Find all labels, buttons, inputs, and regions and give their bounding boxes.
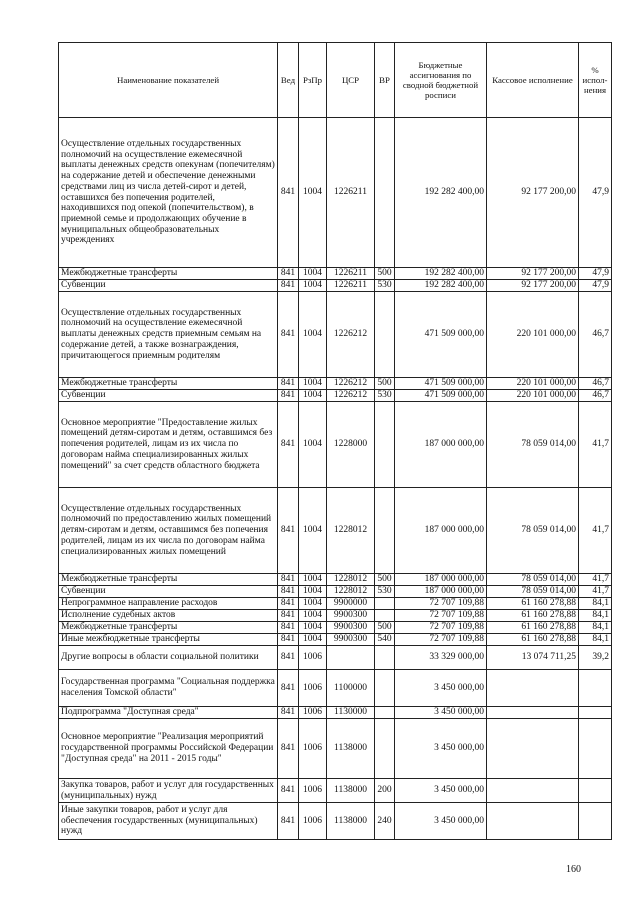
- cell-pct: 41,7: [579, 488, 612, 574]
- cell-ved: 841: [278, 719, 299, 779]
- table-row: [59, 719, 612, 779]
- header-rzpr: РзПр: [299, 43, 327, 118]
- cell-vr: [375, 598, 395, 610]
- cell-name: Субвенции: [59, 390, 278, 402]
- cell-csr: 1226212: [327, 378, 375, 390]
- cell-ved: 841: [278, 390, 299, 402]
- cell-vr: 500: [375, 378, 395, 390]
- cell-cash: [487, 779, 579, 803]
- cell-pct: 84,1: [579, 622, 612, 634]
- table-row: [59, 646, 612, 670]
- cell-ved: 841: [278, 707, 299, 719]
- cell-budget: 187 000 000,00: [395, 402, 487, 488]
- table-row: [59, 598, 612, 610]
- cell-ved: 841: [278, 610, 299, 622]
- cell-name: Закупка товаров, работ и услуг для государственных (муниципальных) нужд: [59, 779, 278, 803]
- cell-cash: 61 160 278,88: [487, 610, 579, 622]
- cell-rzpr: 1006: [299, 707, 327, 719]
- cell-cash: 78 059 014,00: [487, 574, 579, 586]
- cell-budget: 187 000 000,00: [395, 586, 487, 598]
- table-row: [59, 610, 612, 622]
- header-csr: ЦСР: [327, 43, 375, 118]
- cell-csr: 9900300: [327, 610, 375, 622]
- cell-rzpr: 1004: [299, 268, 327, 280]
- cell-csr: 1228012: [327, 586, 375, 598]
- cell-cash: [487, 707, 579, 719]
- table-row: [59, 292, 612, 378]
- cell-budget: 33 329 000,00: [395, 646, 487, 670]
- cell-rzpr: 1004: [299, 634, 327, 646]
- header-vr: ВР: [375, 43, 395, 118]
- cell-budget: 471 509 000,00: [395, 390, 487, 402]
- cell-budget: 192 282 400,00: [395, 268, 487, 280]
- cell-csr: 1138000: [327, 803, 375, 840]
- cell-vr: [375, 670, 395, 707]
- table-row: [59, 707, 612, 719]
- table-row: [59, 586, 612, 598]
- cell-name: Межбюджетные трансферты: [59, 622, 278, 634]
- cell-cash: 92 177 200,00: [487, 280, 579, 292]
- cell-ved: 841: [278, 118, 299, 268]
- cell-cash: 92 177 200,00: [487, 118, 579, 268]
- cell-name: Осуществление отдельных государственных полномочий на осуществление ежемесячной выплаты денежных средств опекунам (попечителям) на содержание детей и обеспечение денежными средствами лиц из числа детей-сирот и детей, оставшихся без попечения родителей, находившихся под опекой (попечительством), в приемной семье и продолжающих обучение в муниципальных общеобразовательных учреждениях: [59, 118, 278, 268]
- cell-name: Межбюджетные трансферты: [59, 574, 278, 586]
- cell-csr: 9900300: [327, 622, 375, 634]
- cell-csr: 9900000: [327, 598, 375, 610]
- cell-cash: 61 160 278,88: [487, 634, 579, 646]
- cell-name: Государственная программа "Социальная поддержка населения Томской области": [59, 670, 278, 707]
- table-row: [59, 803, 612, 840]
- cell-csr: 1138000: [327, 719, 375, 779]
- cell-rzpr: 1004: [299, 390, 327, 402]
- cell-name: Непрограммное направление расходов: [59, 598, 278, 610]
- table-row: [59, 488, 612, 574]
- cell-budget: 471 509 000,00: [395, 378, 487, 390]
- cell-rzpr: 1004: [299, 488, 327, 574]
- cell-name: Основное мероприятие "Реализация мероприятий государственной программы Российской Федерации "Доступная среда" на 2011 - 2015 годы": [59, 719, 278, 779]
- cell-csr: 1138000: [327, 779, 375, 803]
- cell-csr: 1228012: [327, 488, 375, 574]
- table-row: [59, 390, 612, 402]
- cell-name: Субвенции: [59, 280, 278, 292]
- cell-pct: 41,7: [579, 574, 612, 586]
- cell-rzpr: 1004: [299, 280, 327, 292]
- cell-ved: 841: [278, 586, 299, 598]
- cell-cash: 78 059 014,00: [487, 488, 579, 574]
- cell-vr: [375, 488, 395, 574]
- cell-name: Другие вопросы в области социальной политики: [59, 646, 278, 670]
- cell-pct: [579, 719, 612, 779]
- cell-budget: 192 282 400,00: [395, 118, 487, 268]
- header-cash: Кассовое исполнение: [487, 43, 579, 118]
- cell-vr: 500: [375, 622, 395, 634]
- cell-csr: 9900300: [327, 634, 375, 646]
- cell-ved: 841: [278, 292, 299, 378]
- cell-vr: [375, 402, 395, 488]
- cell-budget: 72 707 109,88: [395, 634, 487, 646]
- table-row: [59, 779, 612, 803]
- cell-rzpr: 1004: [299, 622, 327, 634]
- cell-rzpr: 1006: [299, 779, 327, 803]
- cell-vr: 530: [375, 390, 395, 402]
- cell-pct: 46,7: [579, 292, 612, 378]
- cell-rzpr: 1004: [299, 610, 327, 622]
- cell-cash: 78 059 014,00: [487, 586, 579, 598]
- cell-budget: 72 707 109,88: [395, 610, 487, 622]
- header-pct: % испол-нения: [579, 43, 612, 118]
- cell-pct: 47,9: [579, 118, 612, 268]
- cell-cash: 220 101 000,00: [487, 378, 579, 390]
- cell-csr: 1100000: [327, 670, 375, 707]
- cell-ved: 841: [278, 634, 299, 646]
- cell-cash: [487, 803, 579, 840]
- cell-name: Иные межбюджетные трансферты: [59, 634, 278, 646]
- cell-rzpr: 1004: [299, 378, 327, 390]
- cell-name: Иные закупки товаров, работ и услуг для обеспечения государственных (муниципальных) нужд: [59, 803, 278, 840]
- cell-vr: [375, 610, 395, 622]
- cell-rzpr: 1004: [299, 574, 327, 586]
- cell-pct: [579, 803, 612, 840]
- cell-pct: 84,1: [579, 634, 612, 646]
- cell-vr: 500: [375, 268, 395, 280]
- cell-csr: 1226212: [327, 390, 375, 402]
- cell-csr: 1228000: [327, 402, 375, 488]
- cell-ved: 841: [278, 488, 299, 574]
- table-row: [59, 280, 612, 292]
- cell-vr: [375, 719, 395, 779]
- cell-vr: 200: [375, 779, 395, 803]
- cell-pct: [579, 779, 612, 803]
- cell-budget: 3 450 000,00: [395, 707, 487, 719]
- cell-pct: 39,2: [579, 646, 612, 670]
- table-row: [59, 574, 612, 586]
- table-row: [59, 378, 612, 390]
- cell-csr: 1226211: [327, 280, 375, 292]
- cell-pct: 41,7: [579, 402, 612, 488]
- cell-budget: 72 707 109,88: [395, 598, 487, 610]
- cell-budget: 3 450 000,00: [395, 719, 487, 779]
- cell-ved: 841: [278, 378, 299, 390]
- cell-ved: 841: [278, 803, 299, 840]
- cell-budget: 3 450 000,00: [395, 779, 487, 803]
- cell-budget: 471 509 000,00: [395, 292, 487, 378]
- cell-cash: 61 160 278,88: [487, 622, 579, 634]
- cell-rzpr: 1004: [299, 118, 327, 268]
- cell-name: Исполнение судебных актов: [59, 610, 278, 622]
- cell-ved: 841: [278, 280, 299, 292]
- cell-pct: 47,9: [579, 268, 612, 280]
- cell-cash: [487, 719, 579, 779]
- cell-csr: 1226212: [327, 292, 375, 378]
- table-row: [59, 622, 612, 634]
- cell-name: Осуществление отдельных государственных полномочий по предоставлению жилых помещений детям-сиротам и детям, оставшимся без попечения родителей, лицам из их числа по договорам найма специализированных жилых помещений: [59, 488, 278, 574]
- cell-ved: 841: [278, 646, 299, 670]
- cell-vr: [375, 646, 395, 670]
- cell-csr: 1226211: [327, 268, 375, 280]
- cell-budget: 187 000 000,00: [395, 488, 487, 574]
- cell-csr: [327, 646, 375, 670]
- cell-ved: 841: [278, 268, 299, 280]
- cell-csr: 1130000: [327, 707, 375, 719]
- cell-vr: 530: [375, 280, 395, 292]
- cell-rzpr: 1006: [299, 646, 327, 670]
- cell-cash: [487, 670, 579, 707]
- cell-vr: 540: [375, 634, 395, 646]
- cell-pct: 46,7: [579, 390, 612, 402]
- cell-budget: 3 450 000,00: [395, 803, 487, 840]
- cell-ved: 841: [278, 622, 299, 634]
- cell-vr: 240: [375, 803, 395, 840]
- cell-pct: 46,7: [579, 378, 612, 390]
- cell-name: Осуществление отдельных государственных полномочий на осуществление ежемесячной выплаты денежных средств приемным семьям на содержание детей, а также вознаграждения, причитающегося приемным родителям: [59, 292, 278, 378]
- cell-ved: 841: [278, 670, 299, 707]
- cell-vr: 530: [375, 586, 395, 598]
- cell-rzpr: 1006: [299, 670, 327, 707]
- cell-cash: 220 101 000,00: [487, 390, 579, 402]
- cell-rzpr: 1004: [299, 292, 327, 378]
- cell-pct: 47,9: [579, 280, 612, 292]
- cell-vr: 500: [375, 574, 395, 586]
- table-row: [59, 634, 612, 646]
- table-header-row: [59, 43, 612, 118]
- cell-rzpr: 1006: [299, 719, 327, 779]
- cell-rzpr: 1004: [299, 598, 327, 610]
- cell-pct: [579, 707, 612, 719]
- cell-rzpr: 1004: [299, 402, 327, 488]
- header-budget: Бюджетные ассигнования по сводной бюджетной росписи: [395, 43, 487, 118]
- cell-vr: [375, 707, 395, 719]
- cell-budget: 187 000 000,00: [395, 574, 487, 586]
- cell-ved: 841: [278, 598, 299, 610]
- cell-pct: [579, 670, 612, 707]
- table-row: [59, 670, 612, 707]
- budget-execution-table: [58, 42, 612, 840]
- cell-cash: 61 160 278,88: [487, 598, 579, 610]
- cell-name: Межбюджетные трансферты: [59, 268, 278, 280]
- cell-pct: 41,7: [579, 586, 612, 598]
- cell-cash: 92 177 200,00: [487, 268, 579, 280]
- table-row: [59, 268, 612, 280]
- cell-budget: 3 450 000,00: [395, 670, 487, 707]
- cell-name: Межбюджетные трансферты: [59, 378, 278, 390]
- table-row: [59, 402, 612, 488]
- cell-pct: 84,1: [579, 598, 612, 610]
- header-name: Наименование показателей: [59, 43, 278, 118]
- cell-pct: 84,1: [579, 610, 612, 622]
- cell-cash: 220 101 000,00: [487, 292, 579, 378]
- header-ved: Вед: [278, 43, 299, 118]
- page-number: 160: [566, 864, 581, 875]
- cell-ved: 841: [278, 779, 299, 803]
- cell-name: Подпрограмма "Доступная среда": [59, 707, 278, 719]
- cell-name: Основное мероприятие "Предоставление жилых помещений детям-сиротам и детям, оставшимся без попечения родителей, лицам из их числа по договорам найма специализированных жилых помещений" за счет средств областного бюджета: [59, 402, 278, 488]
- cell-budget: 72 707 109,88: [395, 622, 487, 634]
- cell-csr: 1226211: [327, 118, 375, 268]
- cell-vr: [375, 118, 395, 268]
- cell-ved: 841: [278, 574, 299, 586]
- cell-csr: 1228012: [327, 574, 375, 586]
- cell-ved: 841: [278, 402, 299, 488]
- cell-rzpr: 1006: [299, 803, 327, 840]
- cell-rzpr: 1004: [299, 586, 327, 598]
- cell-budget: 192 282 400,00: [395, 280, 487, 292]
- table-row: [59, 118, 612, 268]
- cell-vr: [375, 292, 395, 378]
- cell-name: Субвенции: [59, 586, 278, 598]
- table-body: [59, 118, 612, 840]
- cell-cash: 78 059 014,00: [487, 402, 579, 488]
- cell-cash: 13 074 711,25: [487, 646, 579, 670]
